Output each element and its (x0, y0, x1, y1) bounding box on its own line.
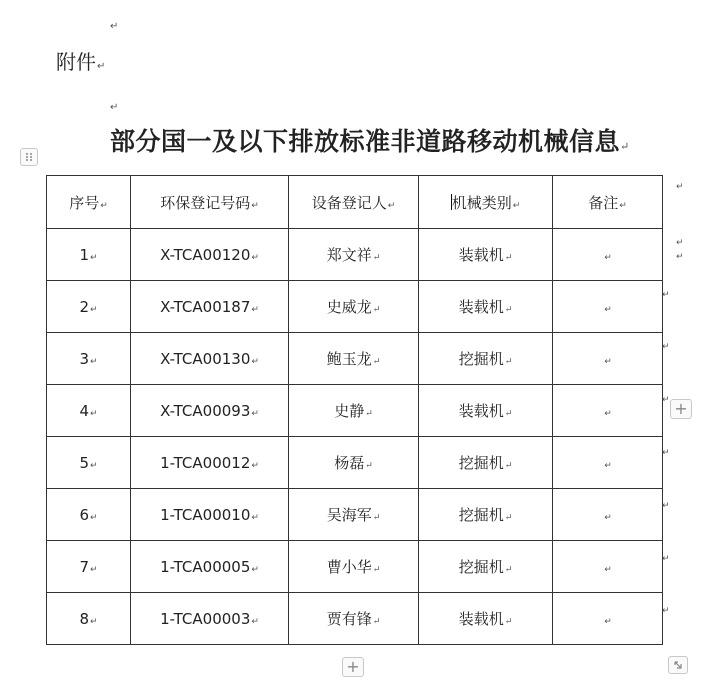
index-cell[interactable]: 2↵ (47, 281, 131, 333)
owner-cell[interactable]: 贾有锋↵ (289, 593, 419, 645)
resize-icon (673, 660, 683, 670)
type-cell[interactable]: 挖掘机↵ (419, 541, 553, 593)
index-cell[interactable]: 1↵ (47, 229, 131, 281)
attachment-label: 附件↵ (56, 50, 106, 74)
header-cell[interactable]: 序号↵ (47, 176, 131, 229)
type-cell[interactable]: 装载机↵ (419, 281, 553, 333)
table-row (47, 593, 663, 645)
header-cell[interactable]: 机械类别↵ (419, 176, 553, 229)
owner-cell[interactable]: 吴海军↵ (289, 489, 419, 541)
note-cell[interactable]: ↵ (553, 229, 663, 281)
type-cell[interactable]: 挖掘机↵ (419, 489, 553, 541)
row-end-mark: ↵ (676, 182, 684, 192)
row-end-mark: ↵ (662, 501, 670, 511)
note-cell[interactable]: ↵ (553, 385, 663, 437)
owner-cell[interactable]: 郑文祥↵ (289, 229, 419, 281)
reg-no-cell[interactable]: X-TCA00130↵ (131, 333, 289, 385)
type-cell[interactable]: 挖掘机↵ (419, 437, 553, 489)
note-cell[interactable]: ↵ (553, 541, 663, 593)
type-cell[interactable]: 装载机↵ (419, 385, 553, 437)
paragraph-mark: ↵ (110, 102, 119, 113)
table-row (47, 385, 663, 437)
type-cell[interactable]: 挖掘机↵ (419, 333, 553, 385)
table-row (47, 281, 663, 333)
index-cell[interactable]: 7↵ (47, 541, 131, 593)
machinery-table (46, 175, 663, 645)
owner-cell[interactable]: 杨磊↵ (289, 437, 419, 489)
table-row (47, 489, 663, 541)
table-resize-handle[interactable] (668, 656, 688, 674)
type-cell[interactable]: 装载机↵ (419, 229, 553, 281)
owner-cell[interactable]: 史威龙↵ (289, 281, 419, 333)
row-end-mark: ↵ (662, 290, 670, 300)
index-cell[interactable]: 5↵ (47, 437, 131, 489)
reg-no-cell[interactable]: 1-TCA00012↵ (131, 437, 289, 489)
index-cell[interactable]: 8↵ (47, 593, 131, 645)
note-cell[interactable]: ↵ (553, 437, 663, 489)
owner-cell[interactable]: 曹小华↵ (289, 541, 419, 593)
note-cell[interactable]: ↵ (553, 593, 663, 645)
header-cell[interactable]: 设备登记人↵ (289, 176, 419, 229)
reg-no-cell[interactable]: X-TCA00120↵ (131, 229, 289, 281)
row-end-mark: ↵ (676, 252, 684, 262)
document-title: 部分国一及以下排放标准非道路移动机械信息↵ (110, 127, 630, 156)
owner-cell[interactable]: 史静↵ (289, 385, 419, 437)
table-row (47, 333, 663, 385)
table-row (47, 229, 663, 281)
row-end-mark: ↵ (662, 606, 670, 616)
add-column-button[interactable]: + (670, 399, 692, 419)
owner-cell[interactable]: 鲍玉龙↵ (289, 333, 419, 385)
index-cell[interactable]: 4↵ (47, 385, 131, 437)
row-end-mark: ↵ (662, 395, 670, 405)
row-end-mark: ↵ (662, 342, 670, 352)
reg-no-cell[interactable]: 1-TCA00003↵ (131, 593, 289, 645)
row-end-mark: ↵ (676, 238, 684, 248)
reg-no-cell[interactable]: 1-TCA00005↵ (131, 541, 289, 593)
table-row (47, 437, 663, 489)
type-cell[interactable]: 装载机↵ (419, 593, 553, 645)
index-cell[interactable]: 6↵ (47, 489, 131, 541)
header-cell[interactable]: 备注↵ (553, 176, 663, 229)
table-move-handle[interactable] (20, 148, 38, 166)
reg-no-cell[interactable]: X-TCA00187↵ (131, 281, 289, 333)
reg-no-cell[interactable]: 1-TCA00010↵ (131, 489, 289, 541)
grip-icon (25, 152, 33, 162)
table-row (47, 541, 663, 593)
note-cell[interactable]: ↵ (553, 333, 663, 385)
index-cell[interactable]: 3↵ (47, 333, 131, 385)
add-row-button[interactable]: + (342, 657, 364, 677)
note-cell[interactable]: ↵ (553, 281, 663, 333)
row-end-mark: ↵ (662, 448, 670, 458)
row-end-mark: ↵ (662, 554, 670, 564)
header-cell[interactable]: 环保登记号码↵ (131, 176, 289, 229)
paragraph-mark: ↵ (110, 21, 119, 32)
reg-no-cell[interactable]: X-TCA00093↵ (131, 385, 289, 437)
table-header-row (47, 176, 663, 229)
note-cell[interactable]: ↵ (553, 489, 663, 541)
